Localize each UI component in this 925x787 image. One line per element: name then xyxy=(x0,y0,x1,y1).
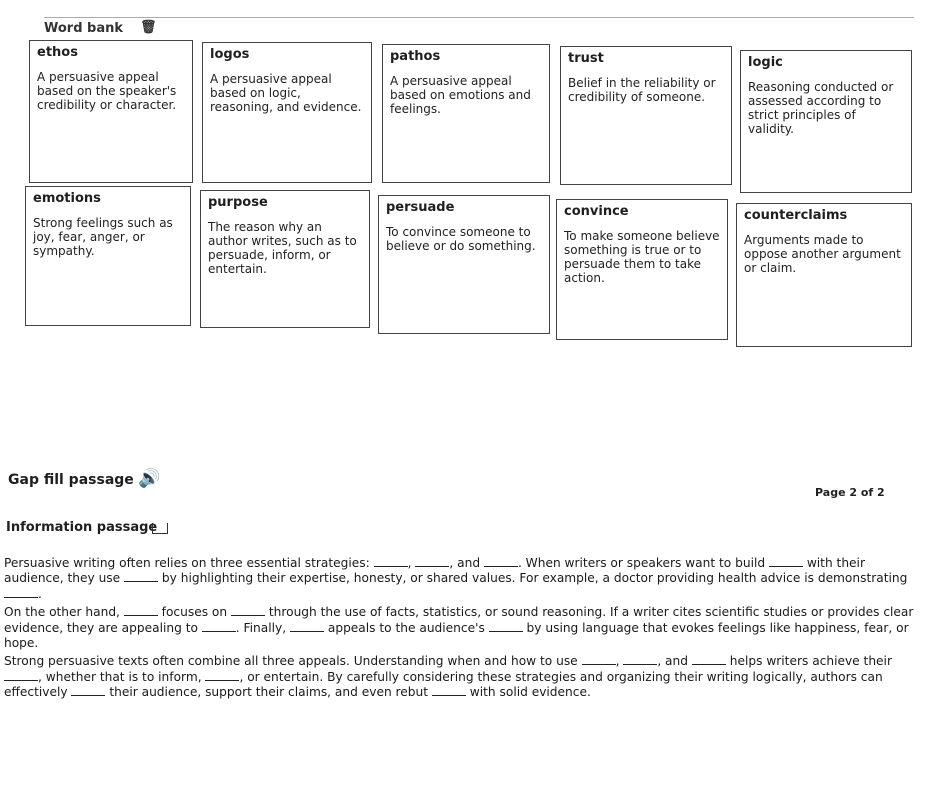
gap-blank[interactable] xyxy=(374,557,408,567)
card-convince[interactable] xyxy=(556,199,728,340)
card-term: logic xyxy=(748,55,783,70)
passage-text: with solid evidence. xyxy=(465,685,591,700)
card-emotions[interactable] xyxy=(25,186,191,326)
passage-text: , xyxy=(407,556,416,570)
card-logos[interactable] xyxy=(202,42,372,183)
passage-text: with their audience, they use xyxy=(4,556,865,586)
passage-text: , xyxy=(615,654,624,669)
bracket-icon[interactable] xyxy=(152,523,168,534)
card-term: logos xyxy=(210,47,250,62)
card-definition: A persuasive appeal based on logic, reasoning, and evidence. xyxy=(210,72,362,114)
card-term: trust xyxy=(568,51,604,66)
gap-blank[interactable] xyxy=(432,686,466,696)
passage-text: by using language that evokes feelings like happiness, fear, or hope. xyxy=(4,620,909,651)
card-trust[interactable] xyxy=(560,46,732,185)
information-passage-title: Information passage xyxy=(6,520,158,535)
card-definition: Belief in the reliability or credibility of someone. xyxy=(568,76,716,104)
passage-paragraph-3 xyxy=(4,654,919,700)
passage-text: by highlighting their expertise, honesty, or shared values. For example, a doctor providing health advice is demonstrating xyxy=(158,571,908,586)
passage-paragraph-1 xyxy=(4,556,919,602)
card-term: pathos xyxy=(390,49,441,64)
gap-blank[interactable] xyxy=(769,557,803,567)
gap-fill-title: Gap fill passage xyxy=(8,472,134,488)
gap-blank[interactable] xyxy=(415,557,449,567)
gap-blank[interactable] xyxy=(4,588,38,598)
card-term: emotions xyxy=(33,191,101,206)
card-definition: To convince someone to believe or do something. xyxy=(386,225,536,253)
gap-blank[interactable] xyxy=(623,655,657,665)
gap-blank[interactable] xyxy=(484,557,518,567)
card-counterclaims[interactable] xyxy=(736,203,912,347)
gap-blank[interactable] xyxy=(489,622,523,632)
card-purpose[interactable] xyxy=(200,190,370,328)
gap-blank[interactable] xyxy=(231,606,265,616)
card-definition: Reasoning conducted or assessed according to strict principles of validity. xyxy=(748,80,894,136)
card-ethos[interactable] xyxy=(29,40,193,183)
passage-text: , and xyxy=(449,556,484,570)
card-term: ethos xyxy=(37,45,78,60)
card-definition: The reason why an author writes, such as to persuade, inform, or entertain. xyxy=(208,220,357,276)
trash-icon[interactable]: 🗑 xyxy=(140,20,157,35)
passage-paragraph-2 xyxy=(4,605,919,651)
word-bank-title: Word bank xyxy=(44,21,124,36)
gap-blank[interactable] xyxy=(4,671,38,681)
card-definition: A persuasive appeal based on emotions and feelings. xyxy=(390,74,531,116)
passage-body xyxy=(4,556,919,704)
card-pathos[interactable] xyxy=(382,44,550,183)
gap-blank[interactable] xyxy=(290,622,324,632)
passage-text: helps writers achieve their xyxy=(725,654,892,669)
word-bank-header xyxy=(44,17,914,36)
gap-blank[interactable] xyxy=(71,686,105,696)
passage-text: , whether that is to inform, xyxy=(38,669,206,684)
card-definition: A persuasive appeal based on the speaker's credibility or character. xyxy=(37,70,177,112)
card-logic[interactable] xyxy=(740,50,912,193)
card-persuade[interactable] xyxy=(378,195,550,334)
passage-text: Strong persuasive texts often combine all three appeals. Understanding when and how to use xyxy=(4,654,582,669)
passage-text: focuses on xyxy=(157,605,231,620)
gap-blank[interactable] xyxy=(202,622,236,632)
passage-text: their audience, support their claims, and even rebut xyxy=(105,685,432,700)
passage-text: . xyxy=(38,586,42,601)
card-term: purpose xyxy=(208,195,268,210)
passage-text: On the other hand, xyxy=(4,605,124,620)
passage-text: , and xyxy=(657,654,692,669)
card-term: counterclaims xyxy=(744,208,848,223)
card-term: persuade xyxy=(386,200,455,215)
speaker-icon[interactable]: 🔊 xyxy=(138,468,161,489)
gap-blank[interactable] xyxy=(124,606,158,616)
passage-text: . When writers or speakers want to build xyxy=(517,556,769,570)
passage-text: Persuasive writing often relies on three essential strategies: xyxy=(4,556,374,570)
card-definition: Arguments made to oppose another argument or claim. xyxy=(744,233,901,275)
passage-text: through the use of facts, statistics, or sound reasoning. If a writer cites scientific studies or provides clear evidence, they are appealing to xyxy=(4,605,914,635)
card-term: convince xyxy=(564,204,629,219)
page-indicator: Page 2 of 2 xyxy=(815,486,885,499)
card-definition: Strong feelings such as joy, fear, anger, or sympathy. xyxy=(33,216,173,258)
passage-text: , or entertain. By carefully considering these strategies and organizing their writing logically, authors can effectively xyxy=(4,669,883,700)
passage-text: appeals to the audience's xyxy=(323,620,489,635)
card-definition: To make someone believe something is true or to persuade them to take action. xyxy=(564,229,720,285)
passage-text: . Finally, xyxy=(235,620,290,635)
gap-blank[interactable] xyxy=(205,671,239,681)
gap-blank[interactable] xyxy=(582,655,616,665)
gap-blank[interactable] xyxy=(692,655,726,665)
gap-blank[interactable] xyxy=(124,572,158,582)
